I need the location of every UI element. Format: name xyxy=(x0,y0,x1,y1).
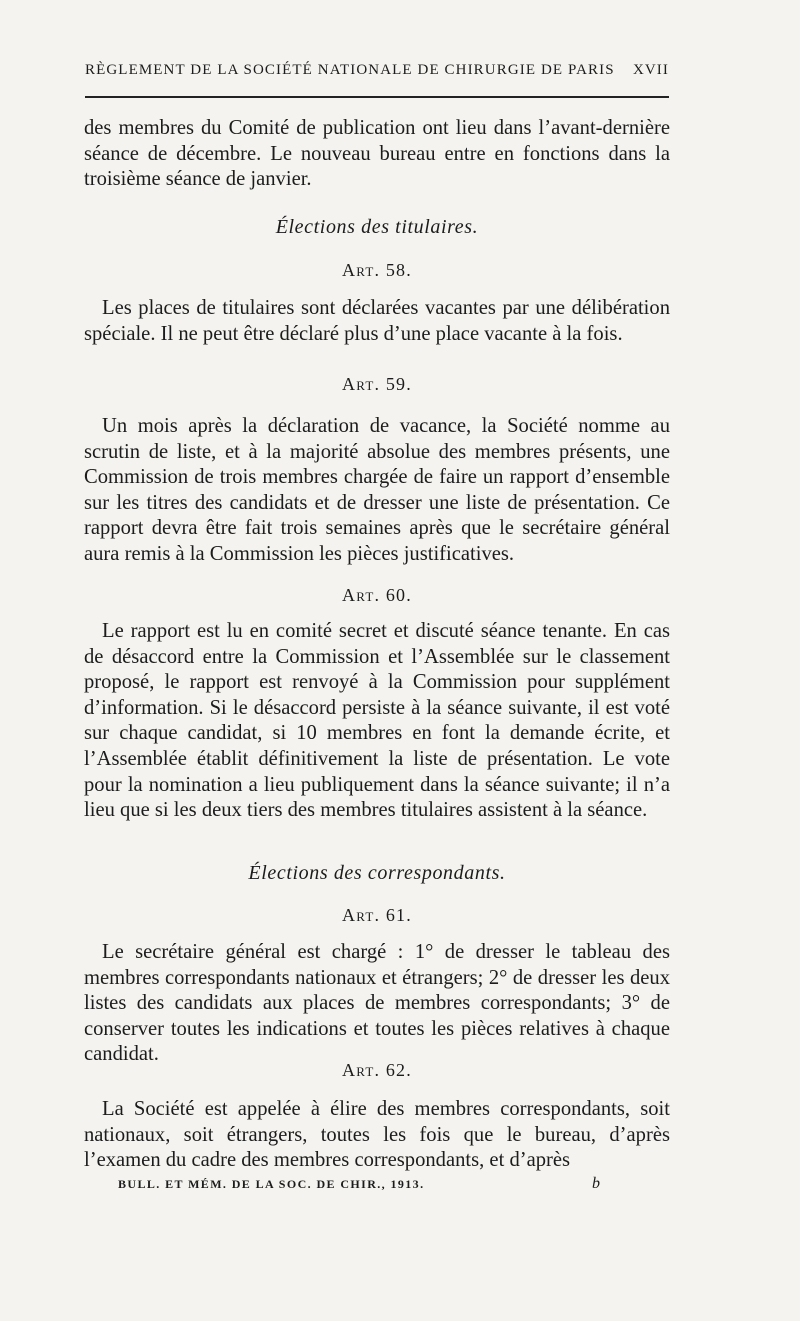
article-61-label: Art. 61. xyxy=(342,905,412,925)
article-59-label: Art. 59. xyxy=(342,374,412,394)
article-60-text: Le rapport est lu en comité secret et discuté séance tenante. En cas de désaccord entre la Commission et l’Assemblée sur le classement proposé, le rapport est renvoyé à la Commission pour supplément d’information. Si le désaccord persiste à la séance suivante, il est voté sur chaque candidat, si 10 membres en font la demande écrite, et l’Assemblée établit définitivement la liste de présentation. Le vote pour la nomination a lieu publiquement dans la séance suivante; il n’a lieu que si les deux tiers des membres titulaires assistent à la séance. xyxy=(84,620,670,822)
article-58-text: Les places de titulaires sont déclarées vacantes par une délibération spéciale. Il ne peut être déclaré plus d’une place vacante à la fois. xyxy=(84,297,670,345)
heading-correspondants: Élections des correspondants. xyxy=(248,862,506,884)
running-title: RÈGLEMENT DE LA SOCIÉTÉ NATIONALE DE CHIRURGIE DE PARIS xyxy=(85,62,615,78)
footer xyxy=(118,1177,618,1197)
article-62-label: Art. 62. xyxy=(342,1060,412,1080)
article-60-label: Art. 60. xyxy=(342,585,412,605)
header-rule xyxy=(85,96,669,98)
article-61-text: Le secrétaire général est chargé : 1° de dresser le tableau des membres correspondants nationaux et étrangers; 2° de dresser les deux listes des candidats aux places de membres correspondants; 3° de conserver toutes les indications et toutes les pièces relatives à chaque candidat. xyxy=(84,941,670,1066)
article-59-text: Un mois après la déclaration de vacance, la Société nomme au scrutin de liste, et à la majorité absolue des membres présents, une Commission de trois membres chargée de faire un rapport d’ensemble sur les titres des candidats et de dresser une liste de présentation. Ce rapport devra être fait trois semaines après que le secrétaire général aura remis à la Commission les pièces justificatives. xyxy=(84,415,670,565)
heading-titulaires: Élections des titulaires. xyxy=(275,216,479,238)
footer-journal: BULL. ET MÉM. DE LA SOC. DE CHIR., 1913. xyxy=(118,1177,425,1191)
article-62-text: La Société est appelée à élire des membres correspondants, soit nationaux, soit étrangers, toutes les fois que le bureau, d’après l’examen du cadre des membres correspondants, et d’après xyxy=(84,1098,670,1172)
article-58-label: Art. 58. xyxy=(342,260,412,280)
page-number: XVII xyxy=(632,62,669,78)
paragraph-intro: des membres du Comité de publication ont lieu dans l’avant-dernière séance de décembre. Le nouveau bureau entre en fonctions dans la troisième séance de janvier. xyxy=(84,117,670,191)
running-head xyxy=(85,62,669,84)
signature-mark: b xyxy=(592,1175,602,1192)
